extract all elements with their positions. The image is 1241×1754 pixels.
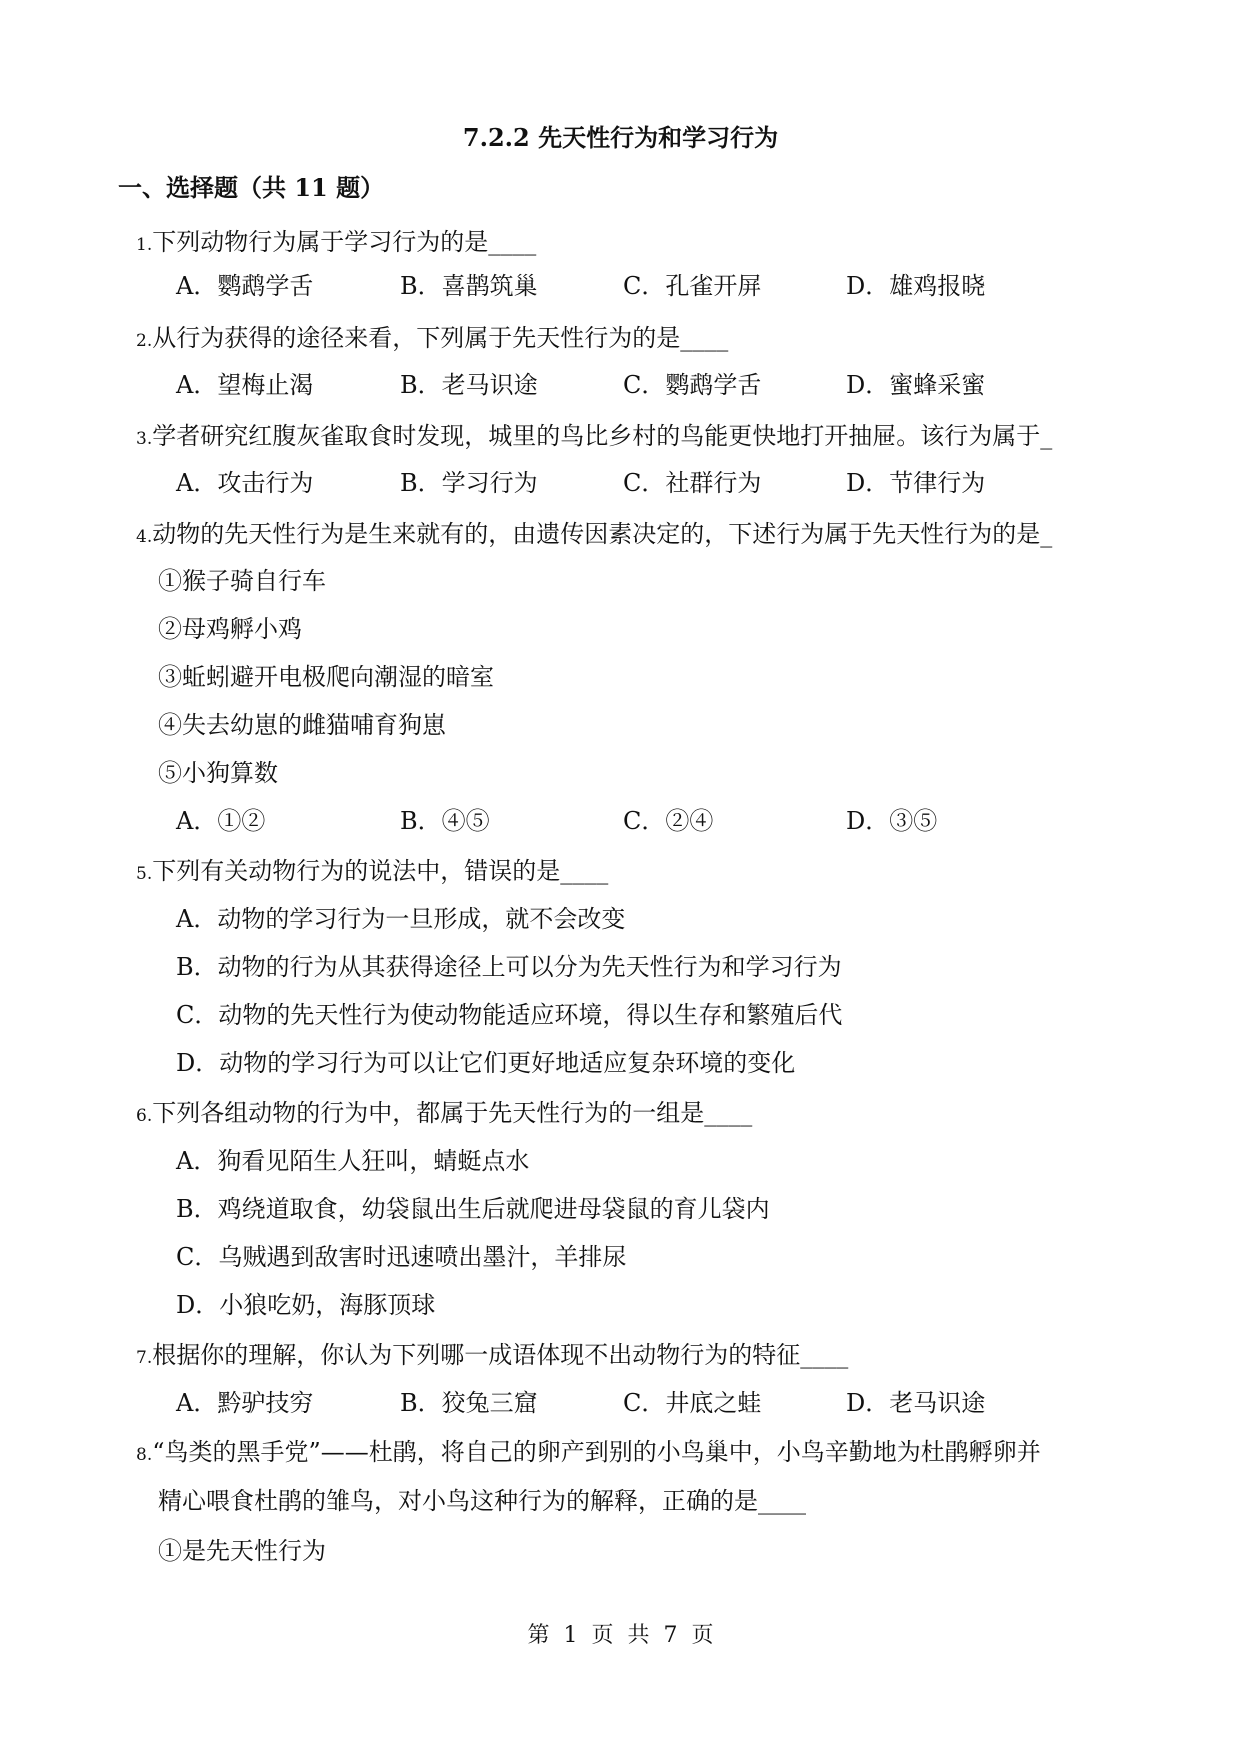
option-a: A．鹦鹉学舌	[176, 272, 314, 300]
option-b: B．④⑤	[400, 807, 490, 835]
option-b: B．鸡绕道取食，幼袋鼠出生后就爬进母袋鼠的育儿袋内	[176, 1195, 770, 1223]
option-c: C．鹦鹉学舌	[623, 371, 762, 399]
question-8	[136, 1432, 1041, 1467]
question-number: 2.	[136, 331, 153, 351]
question-3	[136, 416, 1052, 451]
statement-2: ②母鸡孵小鸡	[158, 615, 302, 643]
option-d: D．雄鸡报晓	[846, 272, 986, 300]
option-d: D．蜜蜂采蜜	[846, 371, 986, 399]
option-c: C．孔雀开屏	[623, 272, 762, 300]
question-text: 动物的先天性行为是生来就有的，由遗传因素决定的，下述行为属于先天性行为的是_	[152, 520, 1053, 548]
question-text: 下列各组动物的行为中，都属于先天性行为的一组是____	[152, 1099, 753, 1127]
statement-3: ③蚯蚓避开电极爬向潮湿的暗室	[158, 663, 494, 691]
option-c: C．乌贼遇到敌害时迅速喷出墨汁，羊排尿	[176, 1243, 627, 1271]
option-c: C．社群行为	[623, 469, 762, 497]
option-d: D．老马识途	[846, 1389, 986, 1417]
question-text: 学者研究红腹灰雀取食时发现，城里的鸟比乡村的鸟能更快地打开抽屉。该行为属于_	[152, 422, 1053, 450]
option-c: C．②④	[623, 807, 714, 835]
page-title: 7.2.2 先天性行为和学习行为	[462, 123, 779, 152]
statement-5: ⑤小狗算数	[158, 759, 278, 787]
question-5	[136, 851, 608, 886]
footer-page-label: 页	[591, 1623, 614, 1648]
statement-4: ④失去幼崽的雌猫哺育狗崽	[158, 711, 446, 739]
option-b: B．老马识途	[400, 371, 538, 399]
option-a: A．黔驴技穷	[176, 1389, 314, 1417]
question-number: 4.	[136, 527, 153, 547]
question-text-line-2: 精心喂食杜鹃的雏鸟，对小鸟这种行为的解释，正确的是____	[158, 1487, 806, 1515]
statement-1: ①是先天性行为	[158, 1537, 326, 1565]
section-heading: 一、选择题（共 11 题）	[118, 173, 385, 202]
question-text: 下列动物行为属于学习行为的是____	[152, 228, 537, 256]
option-b: B．动物的行为从其获得途径上可以分为先天性行为和学习行为	[176, 953, 842, 981]
footer-current-page: 1	[563, 1623, 578, 1648]
question-number: 3.	[136, 429, 153, 449]
option-a: A．狗看见陌生人狂叫，蜻蜓点水	[176, 1147, 530, 1175]
question-text: 下列有关动物行为的说法中，错误的是____	[152, 857, 609, 885]
question-1	[136, 222, 536, 257]
question-number: 1.	[136, 235, 153, 255]
option-b: B．狡兔三窟	[400, 1389, 538, 1417]
option-a: A．①②	[176, 807, 266, 835]
footer-prefix: 第	[527, 1623, 550, 1648]
option-d: D．动物的学习行为可以让它们更好地适应复杂环境的变化	[176, 1049, 796, 1077]
footer-suffix: 页	[691, 1623, 714, 1648]
statement-1: ①猴子骑自行车	[158, 567, 326, 595]
question-4	[136, 514, 1052, 549]
question-6	[136, 1093, 752, 1128]
option-c: C．井底之蛙	[623, 1389, 762, 1417]
question-7	[136, 1335, 848, 1370]
option-d: D．③⑤	[846, 807, 938, 835]
question-number: 8.	[136, 1445, 153, 1465]
option-a: A．攻击行为	[176, 469, 314, 497]
option-b: B．学习行为	[400, 469, 538, 497]
footer-total-pages: 7	[663, 1623, 678, 1648]
question-number: 6.	[136, 1106, 153, 1126]
option-a: A．动物的学习行为一旦形成，就不会改变	[176, 905, 626, 933]
page-footer	[0, 1618, 1241, 1649]
question-number: 7.	[136, 1348, 153, 1368]
option-b: B．喜鹊筑巢	[400, 272, 538, 300]
option-c: C．动物的先天性行为使动物能适应环境，得以生存和繁殖后代	[176, 1001, 843, 1029]
option-d: D．小狼吃奶，海豚顶球	[176, 1291, 436, 1319]
question-number: 5.	[136, 864, 153, 884]
question-text: 根据你的理解，你认为下列哪一成语体现不出动物行为的特征____	[152, 1341, 849, 1369]
footer-total-label: 共	[627, 1623, 650, 1648]
option-a: A．望梅止渴	[176, 371, 314, 399]
option-d: D．节律行为	[846, 469, 986, 497]
question-text: 从行为获得的途径来看，下列属于先天性行为的是____	[152, 324, 729, 352]
question-2	[136, 318, 728, 353]
question-text-line-1: “鸟类的黑手党”——杜鹃，将自己的卵产到别的小鸟巢中，小鸟辛勤地为杜鹃孵卵并	[152, 1438, 1041, 1466]
